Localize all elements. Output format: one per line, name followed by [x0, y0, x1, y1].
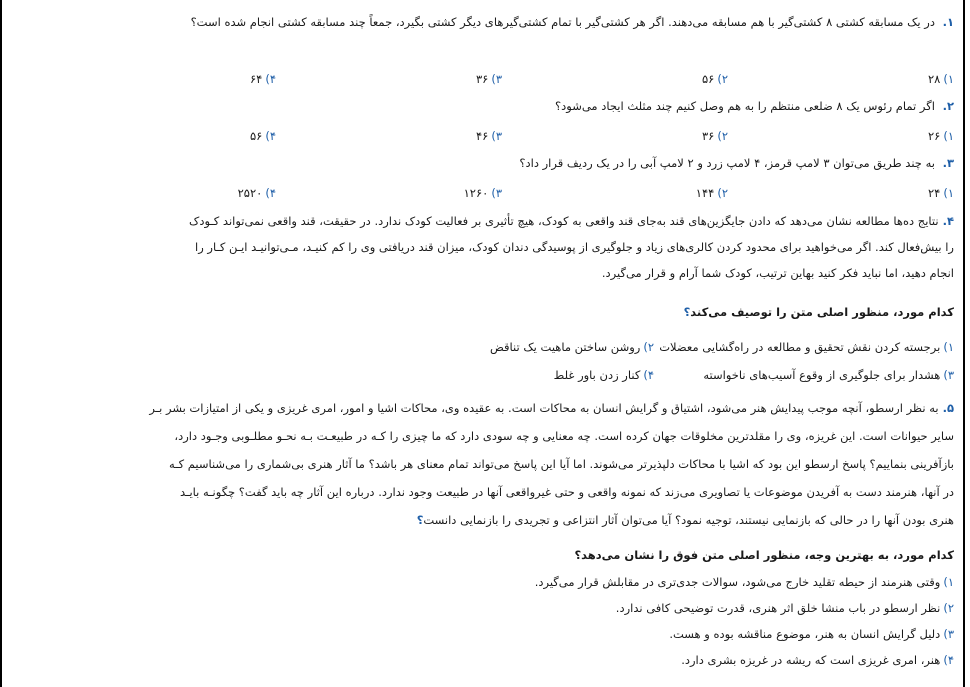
question-number: ۳.: [942, 156, 954, 170]
question-5: [50, 394, 954, 534]
option-3[interactable]: ۳)۳۶: [475, 72, 502, 86]
passage-line: انجام دهید، اما نباید فکر کنید بهاین ترتیب، کودک شما آرام و قرار می‌گیرد.: [601, 266, 954, 280]
page-border-right: [963, 0, 965, 687]
options-2: [50, 127, 954, 145]
passage-line: در آنها، هنرمند دست به آفریدن موضوعات یا تصاویری می‌زند که نمونه واقعی و حتی غیرواقعی آنها در طبیعت وجود ندارد. درباره این آثار چه باید گفت؟ چگونـه بایـد: [180, 485, 954, 499]
question-text: به چند طریق می‌توان ۳ لامپ قرمز، ۴ لامپ زرد و ۲ لامپ آبی را در یک ردیف قرار داد؟: [519, 156, 935, 170]
option-4[interactable]: ۴)۶۴: [249, 72, 276, 86]
option-1[interactable]: ۱)برجسته کردن نقش تحقیق و مطالعه در راه‌گشایی معضلات: [659, 340, 954, 354]
question-prompt: کدام مورد، به بهترین وجه، منظور اصلی متن فوق را نشان می‌دهد؟: [574, 548, 954, 562]
question-number: ۵.: [942, 401, 954, 415]
question-4: [50, 208, 954, 286]
question-number: ۱.: [942, 15, 954, 29]
options-4: [50, 333, 954, 389]
passage-line: هنری بودن آنها را در حالی که بازنمایی نیستند، توجیه نمود؟ آیا می‌توان آثار انتزاعی و تجریدی را بازنمایی دانست؟: [416, 513, 954, 527]
option-2[interactable]: ۲)نظر ارسطو در باب منشا خلق اثر هنری، قدرت توضیحی کافی ندارد.: [615, 601, 954, 615]
question-number: ۴.: [942, 214, 954, 228]
option-2[interactable]: ۲)۳۶: [701, 129, 728, 143]
option-2[interactable]: ۲)۵۶: [701, 72, 728, 86]
option-4[interactable]: ۴)کنار زدن باور غلط: [553, 368, 654, 382]
options-1: [50, 70, 954, 88]
option-4[interactable]: ۴)۲۵۲۰: [237, 186, 276, 200]
option-4[interactable]: ۴)هنر، امری غریزی است که ریشه در غریزه بشری دارد.: [681, 653, 954, 667]
question-number: ۲.: [942, 99, 954, 113]
option-3[interactable]: ۳)هشدار برای جلوگیری از وقوع آسیب‌های ناخواسته: [703, 368, 954, 382]
page-border-left: [0, 0, 2, 687]
option-1[interactable]: ۱)۲۶: [927, 129, 954, 143]
question-text: در یک مسابقه کشتی ۸ کشتی‌گیر با هم مسابقه می‌دهند. اگر هر کشتی‌گیر با تمام کشتی‌گیرهای دیگر کشتی بگیرد، جمعاً چند مسابقه کشتی انجام شده است؟: [190, 15, 935, 29]
option-1[interactable]: ۱)وقتی هنرمند از حیطه تقلید خارج می‌شود، سوالات جدی‌تری در مقابلش قرار می‌گیرد.: [534, 575, 954, 589]
question-prompt: کدام مورد، منظور اصلی متن را توصیف می‌کند؟: [683, 305, 954, 319]
option-1[interactable]: ۱)۲۸: [927, 72, 954, 86]
option-2[interactable]: ۲)۱۴۴: [695, 186, 728, 200]
passage-line: ۴.نتایج ده‌ها مطالعه نشان می‌دهد که دادن جایگزین‌های قند به‌جای قند واقعی به کودک، هیچ تأثیری بر فعالیت کودک ندارد. در حقیقت، قند واقعی نمی‌تواند کـودک: [189, 214, 954, 228]
question-2: [50, 96, 954, 116]
passage-line: را بیش‌فعال کند. اگر می‌خواهید برای محدود کردن کالری‌های زیاد و جلوگیری از پوسیدگی دندان کودک، میزان قند دریافتی وی را کم کنیـد، مـی‌توانیـد ایـن کـار را: [195, 240, 954, 254]
options-5: [50, 569, 954, 673]
option-2[interactable]: ۲)روشن ساختن ماهیت یک تناقض: [489, 340, 654, 354]
option-4[interactable]: ۴)۵۶: [249, 129, 276, 143]
option-1[interactable]: ۱)۲۴: [927, 186, 954, 200]
passage-line: بازآفرینی بنماییم؟ پاسخ ارسطو این بود که اشیا با محاکات دلپذیرتر می‌شوند. اما آیا این پاسخ می‌تواند تمام معنای هر باشد؟ ما آثار هنری بی‌شماری را می‌شناسیم کـه: [169, 457, 954, 471]
passage-line: ۵.به نظر ارسطو، آنچه موجب پیدایش هنر می‌شود، اشتیاق و گرایش انسان به محاکات است. به عقیده وی، محاکات اشیا و امور، امری غریزی و یکی از امتیازات بشر بـر: [149, 401, 954, 415]
passage-line: سایر حیوانات است. این غریزه، وی را مقلدترین مخلوقات جهان کرده است. چه معنایی و چه سودی دارد که ما چیزی را کـه در طبیعـت بـه نحـو مطلـوبی وجـود دارد،: [174, 429, 954, 443]
option-3[interactable]: ۳)دلیل گرایش انسان به هنر، موضوع مناقشه بوده و هست.: [669, 627, 954, 641]
option-3[interactable]: ۳)۴۶: [475, 129, 502, 143]
options-3: [50, 184, 954, 202]
question-text: اگر تمام رئوس یک ۸ ضلعی منتظم را به هم وصل کنیم چند مثلث ایجاد می‌شود؟: [555, 99, 935, 113]
option-3[interactable]: ۳)۱۲۶۰: [463, 186, 502, 200]
question-3: [50, 153, 954, 173]
question-1: [50, 8, 954, 36]
